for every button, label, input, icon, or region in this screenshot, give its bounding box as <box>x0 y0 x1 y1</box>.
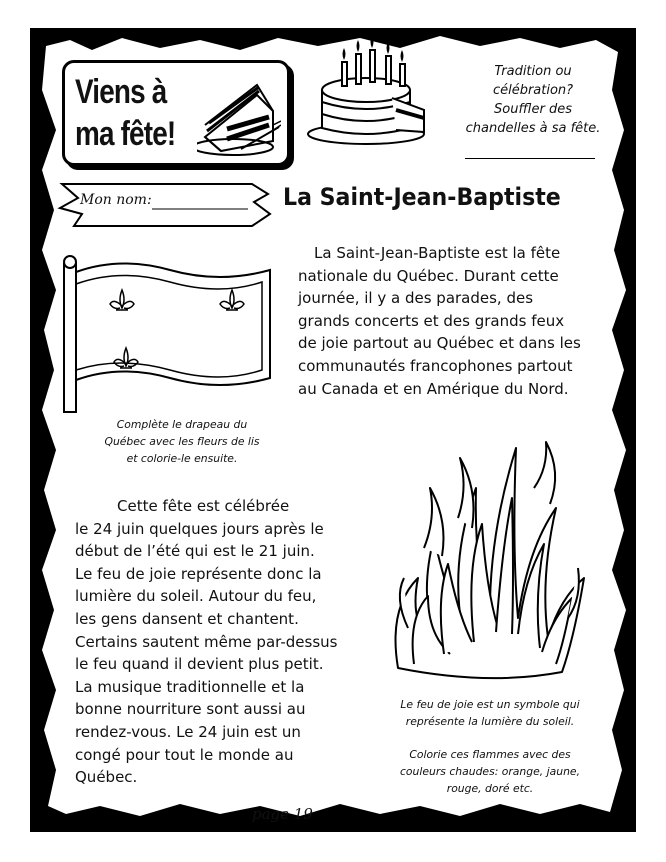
body-paragraph <box>75 495 337 789</box>
paragraph-line: le feu quand il devient plus petit. <box>75 655 324 674</box>
paragraph-line: de joie partout au Québec et dans les <box>298 334 581 353</box>
name-input-area[interactable] <box>150 192 252 210</box>
paragraph-line: La musique traditionnelle et la <box>75 677 305 696</box>
paragraph-line: journée, il y a des parades, des <box>298 289 534 308</box>
cake-slice-icon <box>197 77 281 157</box>
badge-line-2: ma fête! <box>75 115 176 153</box>
page-title: La Saint-Jean-Baptiste <box>283 183 561 211</box>
tradition-note <box>458 62 608 138</box>
flag-caption <box>82 416 282 467</box>
note-line: chandelles à sa fête. <box>465 121 601 136</box>
caption-line: Complète le drapeau du <box>116 418 248 431</box>
note-line: Tradition ou <box>494 64 572 79</box>
caption-line: Colorie ces flammes avec des <box>409 748 571 761</box>
paragraph-line: les gens dansent et chantent. <box>75 609 299 628</box>
paragraph-line: lumière du soleil. Autour du feu, <box>75 587 317 606</box>
paragraph-line: La Saint-Jean-Baptiste est la fête <box>314 244 561 262</box>
caption-line: et colorie-le ensuite. <box>126 452 238 465</box>
paragraph-line: grands concerts et des grands feux <box>298 311 565 330</box>
paragraph-line: au Canada et en Amérique du Nord. <box>298 379 569 398</box>
note-line: Souffler des <box>494 102 572 117</box>
bonfire-flames-drawing[interactable] <box>378 428 592 688</box>
quebec-flag-drawing <box>60 254 276 414</box>
party-badge <box>62 60 290 166</box>
paragraph-line: communautés francophones partout <box>298 356 573 375</box>
caption-line: rouge, doré etc. <box>446 782 534 795</box>
page-number: page 19 <box>252 805 313 823</box>
answer-line[interactable] <box>465 158 595 159</box>
paragraph-line: congé pour tout le monde au <box>75 745 294 764</box>
paragraph-line: Québec. <box>75 768 138 787</box>
intro-paragraph <box>298 242 581 400</box>
paragraph-line: début de l’été qui est le 21 juin. <box>75 542 315 561</box>
caption-line: représente la lumière du soleil. <box>405 715 575 728</box>
paragraph-line: nationale du Québec. Durant cette <box>298 266 559 285</box>
badge-line-1: Viens à <box>75 73 167 111</box>
paragraph-line: Cette fête est célébrée <box>117 497 290 515</box>
caption-line: Le feu de joie est un symbole qui <box>400 698 580 711</box>
paragraph-line: bonne nourriture sont aussi au <box>75 700 306 719</box>
paragraph-line: Certains sautent même par-dessus <box>75 632 338 651</box>
note-line: célébration? <box>492 83 574 98</box>
paragraph-line: Le feu de joie représente donc la <box>75 564 322 583</box>
caption-line: Québec avec les fleurs de lis <box>104 435 260 448</box>
name-field-label: Mon nom: <box>80 192 152 208</box>
fire-caption <box>382 696 598 730</box>
paragraph-line: rendez-vous. Le 24 juin est un <box>75 722 301 741</box>
fire-instructions <box>382 746 598 797</box>
caption-line: couleurs chaudes: orange, jaune, <box>399 765 581 778</box>
paragraph-line: le 24 juin quelques jours après le <box>75 519 324 538</box>
birthday-cake-icon <box>306 40 432 146</box>
